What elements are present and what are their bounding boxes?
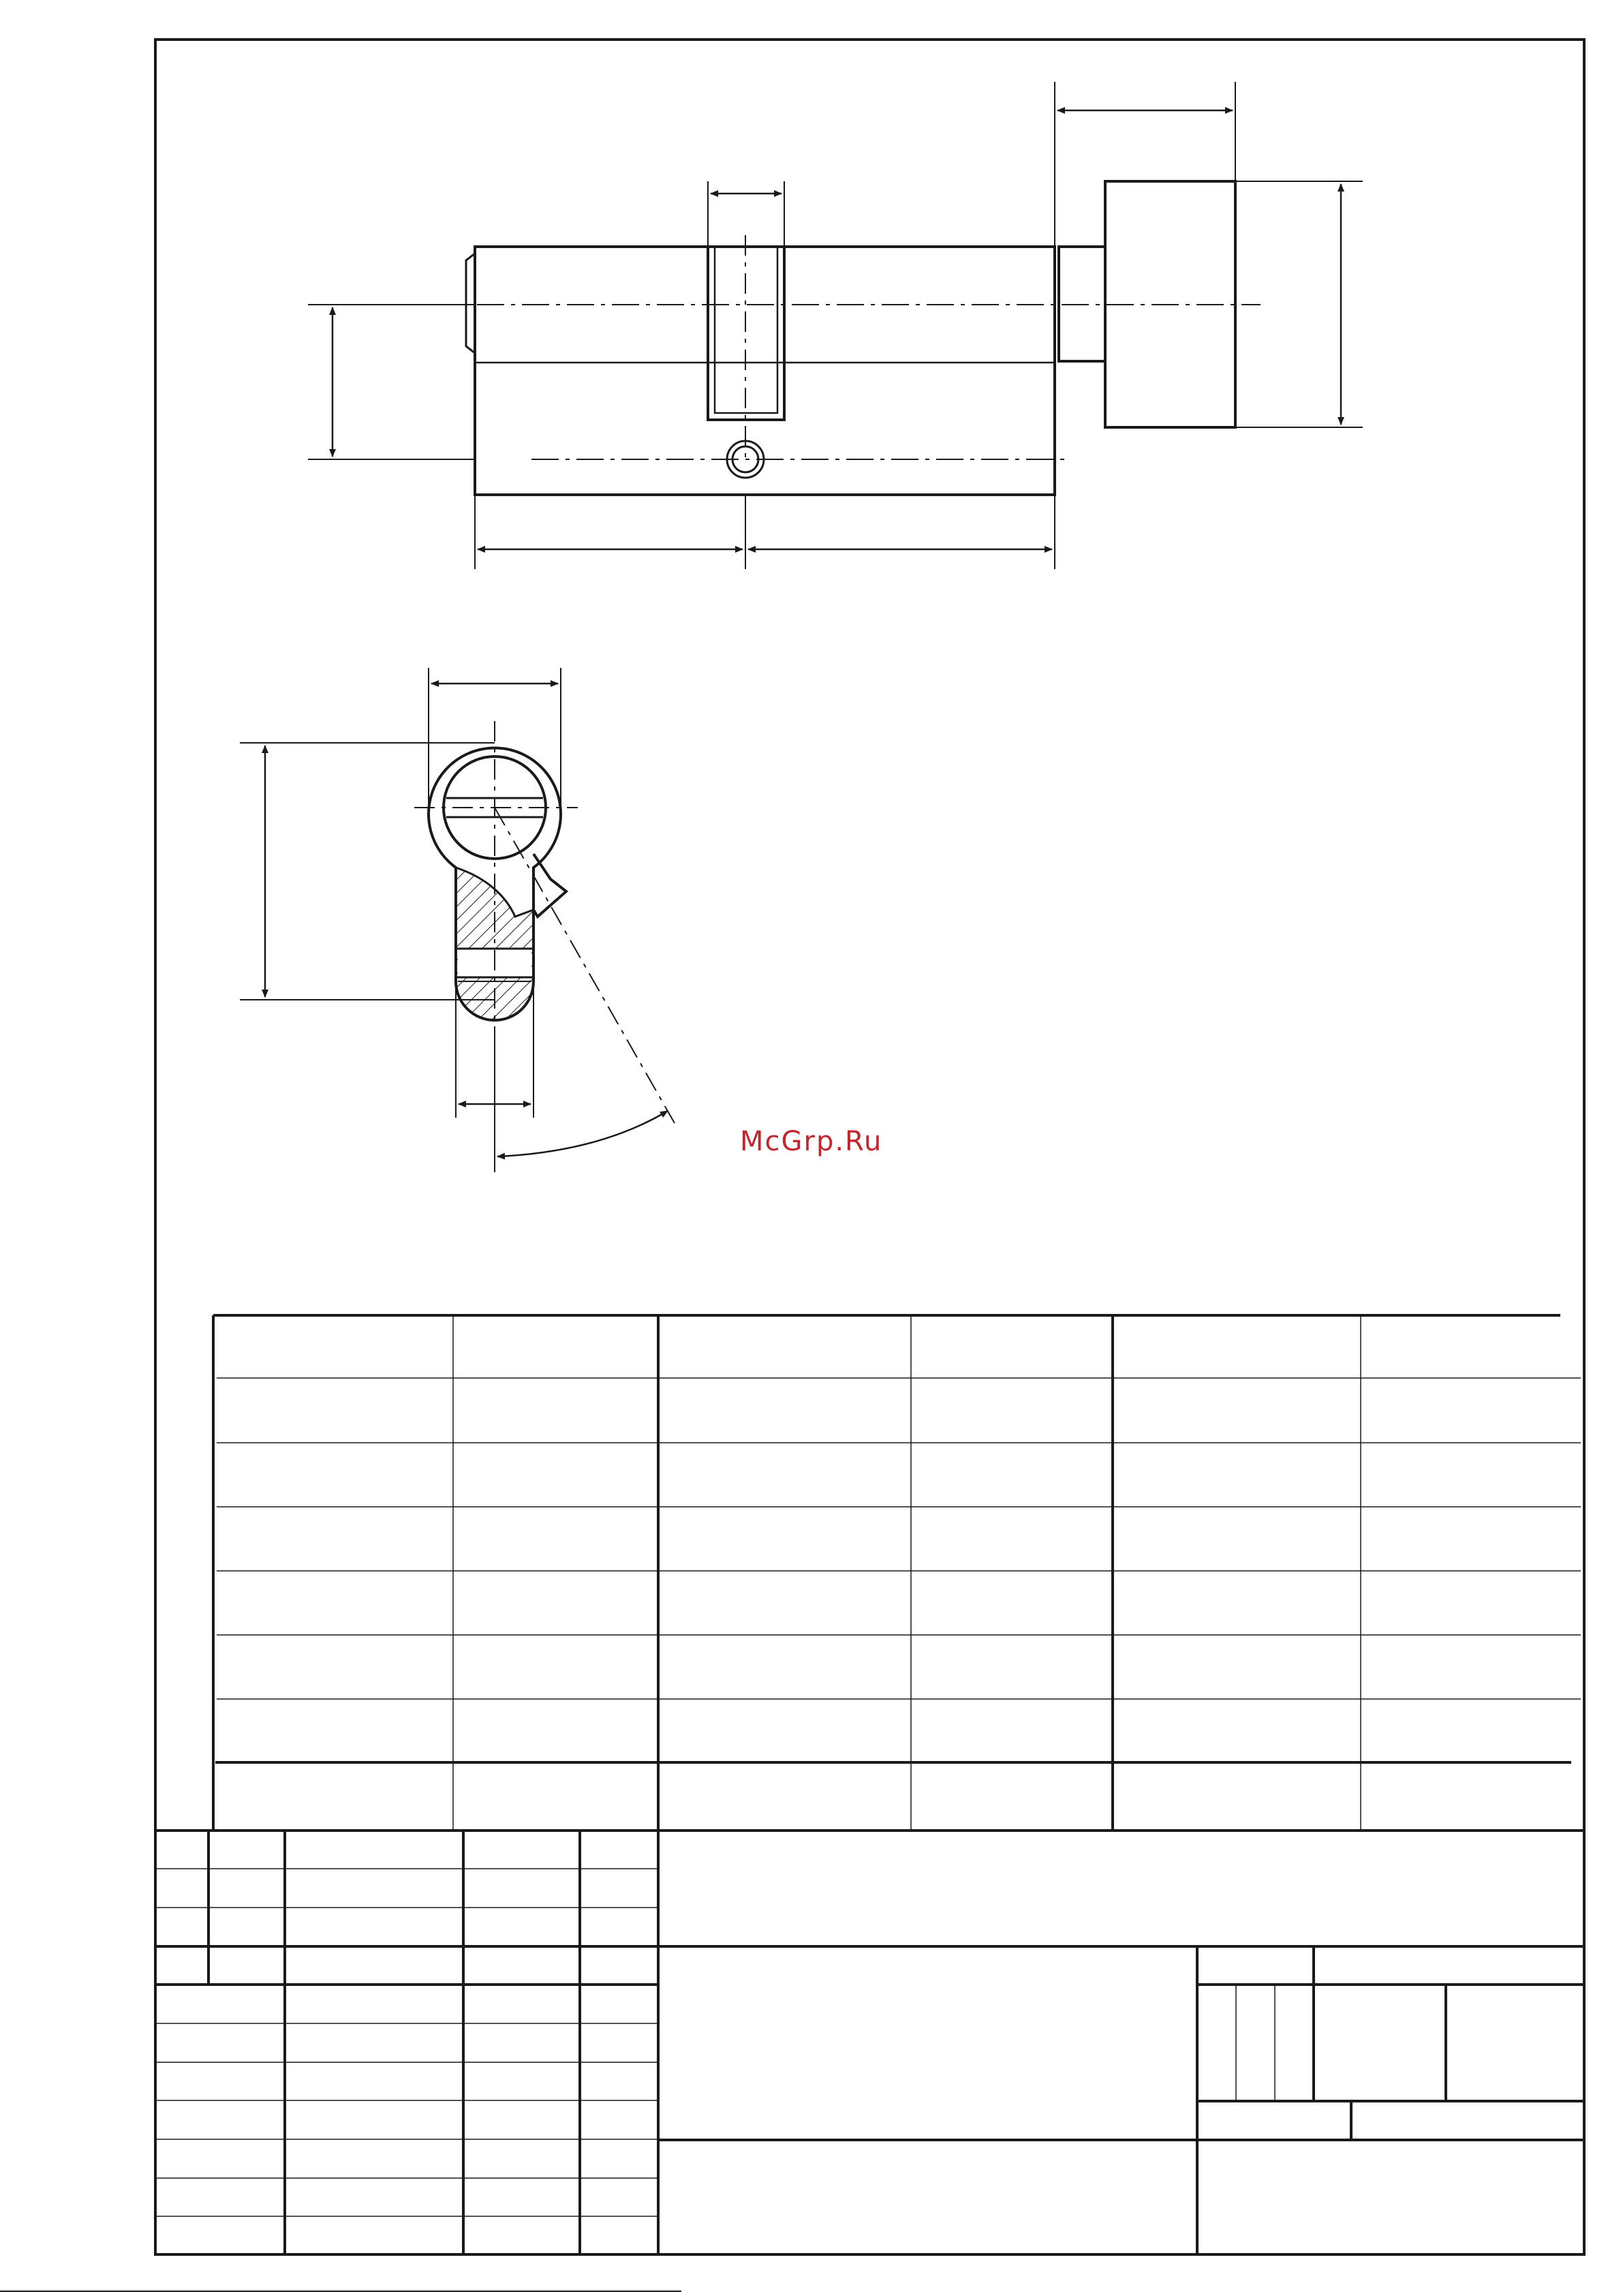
dim-cam-angle [497, 1111, 668, 1157]
cylinder-body [475, 247, 1055, 495]
side-view [308, 82, 1363, 569]
watermark-text: McGrp.Ru [740, 1126, 883, 1157]
profile-view [240, 668, 675, 1172]
spec-table [213, 1315, 1584, 1831]
title-block [155, 1831, 1584, 2254]
